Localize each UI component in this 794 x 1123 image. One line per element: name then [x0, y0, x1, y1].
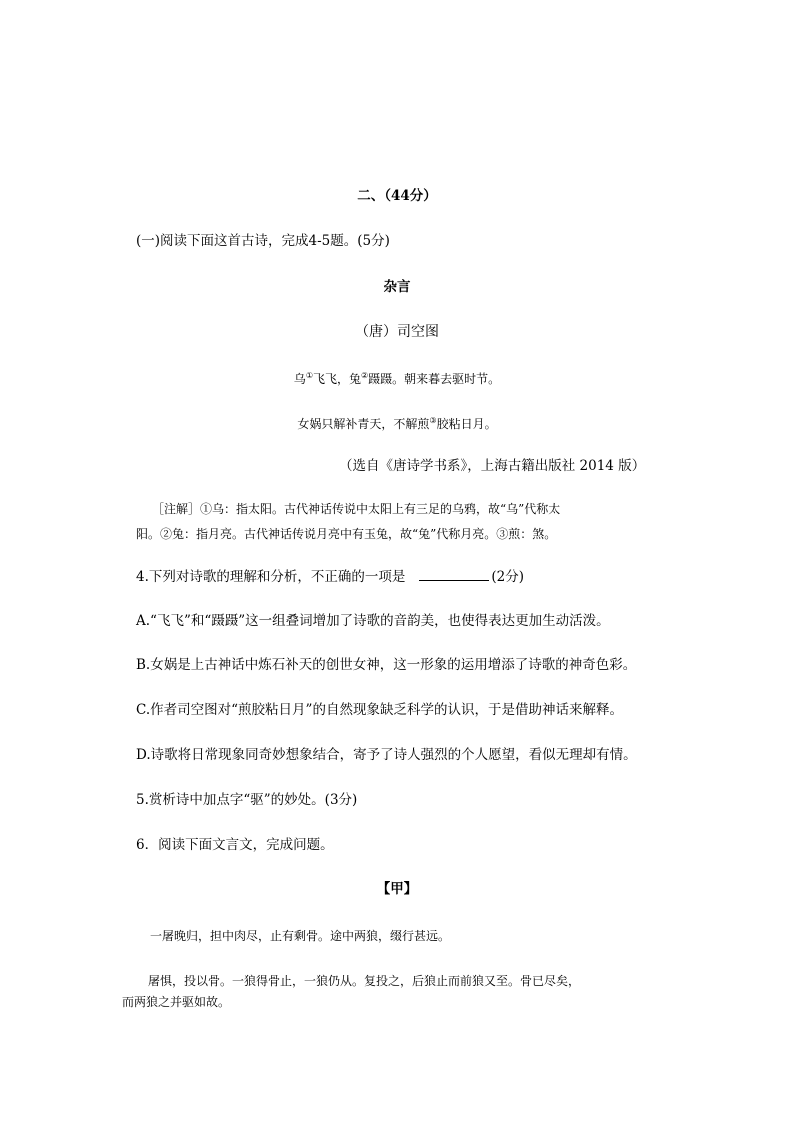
- question-4-stem: 4.下列对诗歌的理解和分析，不正确的一项是: [136, 569, 406, 585]
- footnote-marker: ①: [305, 371, 313, 380]
- question-4-score: (2分): [491, 569, 525, 585]
- annotation-line-2: 阳。②兔：指月亮。古代神话传说月亮中有玉兔，故“兔”代称月亮。③煎：煞。: [136, 527, 557, 541]
- passage-label: 【甲】: [376, 881, 418, 897]
- passage-paragraph-2-line-1: 屠惧，投以骨。一狼得骨止，一狼仍从。复投之，后狼止而前狼又至。骨已尽矣，: [148, 974, 581, 988]
- option-c: C.作者司空图对“煎胶粘日月”的自然现象缺乏科学的认识，于是借助神话来解释。: [136, 702, 623, 718]
- option-a: A.“飞飞”和“蹑蹑”这一组叠词增加了诗歌的音韵美，也使得表达更加生动活泼。: [136, 613, 610, 629]
- poem-title: 杂言: [383, 279, 411, 295]
- section-title: 二、（44分）: [357, 188, 437, 204]
- poem-source: （选自《唐诗学书系》，上海古籍出版社 2014 版）: [339, 458, 646, 474]
- poem-text: 蹑蹑。朝来暮去驱时节。: [368, 372, 501, 386]
- answer-blank[interactable]: [419, 567, 489, 581]
- poem-text: 胶粘日月。: [436, 417, 497, 431]
- poem-text: 乌: [293, 372, 306, 386]
- poem-text: 女娲只解补青天，不解煎: [297, 417, 430, 431]
- passage-paragraph-2-line-2: 而两狼之并驱如故。: [122, 995, 231, 1009]
- option-d: D.诗歌将日常现象同奇妙想象结合，寄予了诗人强烈的个人愿望，看似无理却有情。: [136, 747, 637, 763]
- part1-intro: (一)阅读下面这首古诗，完成4-5题。(5分): [136, 233, 390, 249]
- poem-author: （唐）司空图: [355, 324, 439, 340]
- poem-line-1: [0, 367, 794, 388]
- annotation-line-1: ［注解］①乌：指太阳。古代神话传说中太阳上有三足的乌鸦，故“乌”代称太: [152, 502, 561, 516]
- question-5: 5.赏析诗中加点字“驱”的妙处。(3分): [136, 792, 358, 808]
- poem-text: 飞飞，兔: [312, 372, 361, 386]
- footnote-marker: ③: [429, 416, 437, 425]
- passage-paragraph-1: 一屠晚归，担中肉尽，止有剩骨。途中两狼，缀行甚远。: [150, 929, 451, 943]
- question-4: [136, 567, 524, 586]
- poem-line-2: [0, 412, 794, 433]
- option-b: B.女娲是上古神话中炼石补天的创世女神，这一形象的运用增添了诗歌的神奇色彩。: [136, 657, 637, 673]
- footnote-marker: ②: [361, 371, 369, 380]
- question-6: 6．阅读下面文言文，完成问题。: [136, 837, 334, 853]
